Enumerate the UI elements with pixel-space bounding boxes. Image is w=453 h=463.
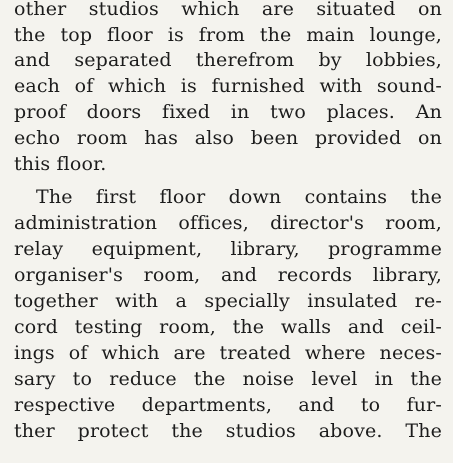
- text-line: proof doors fixed in two places. An: [14, 101, 442, 123]
- text-line: the top floor is from the main lounge,: [14, 24, 442, 46]
- text-line: administration offices, director's room,: [14, 212, 442, 234]
- text-line: sary to reduce the noise level in the: [14, 368, 442, 390]
- text-line: relay equipment, library, programme: [14, 238, 442, 260]
- text-line: ther protect the studios above. The: [14, 420, 442, 442]
- text-line: and separated therefrom by lobbies,: [14, 49, 442, 71]
- text-line: each of which is furnished with sound-: [14, 75, 442, 97]
- text-line: this floor.: [14, 153, 107, 175]
- text-line: other studios which are situated on: [14, 0, 442, 20]
- text-line: echo room has also been provided on: [14, 127, 442, 149]
- text-line: cord testing room, the walls and ceil-: [14, 316, 442, 338]
- text-line: together with a specially insulated re-: [14, 290, 442, 312]
- text-line: respective departments, and to fur-: [14, 394, 442, 416]
- text-line: ings of which are treated where neces-: [14, 342, 442, 364]
- text-line: The first floor down contains the: [36, 186, 442, 208]
- text-line: organiser's room, and records library,: [14, 264, 442, 286]
